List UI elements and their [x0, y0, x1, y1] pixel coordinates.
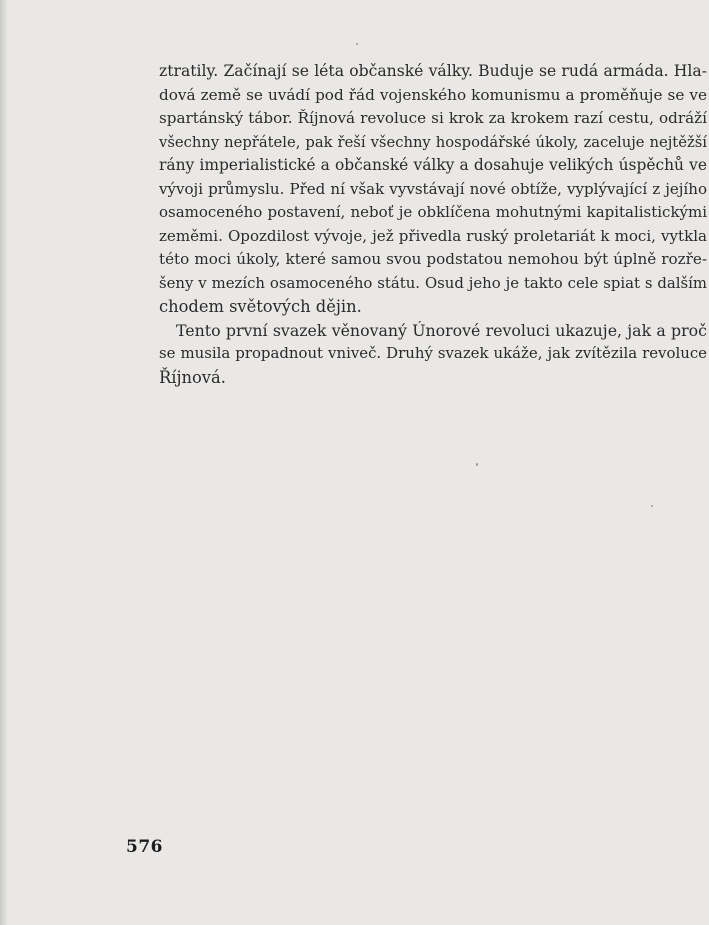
- text-line: se musila propadnout vniveč. Druhý svazek ukáže, jak zvítězila revoluce: [159, 344, 707, 362]
- text-line: všechny nepřátele, pak řeší všechny hospodářské úkoly, zaceluje nejtěžší: [159, 133, 707, 151]
- paper-speck: [356, 43, 358, 45]
- text-line: Říjnová.: [159, 367, 226, 387]
- text-line: vývoji průmyslu. Před ní však vyvstávají nové obtíže, vyplývající z jejího: [159, 179, 707, 198]
- text-line: rány imperialistické a občanské války a dosahuje velikých úspěchů ve: [159, 156, 707, 174]
- text-line: zeměmi. Opozdilost vývoje, jež přivedla ruský proletariát k moci, vytkla: [159, 226, 707, 245]
- paper-speck: [476, 463, 478, 466]
- page-edge: [0, 0, 7, 925]
- paper-speck: [651, 505, 653, 507]
- text-line: spartánský tábor. Říjnová revoluce si krok za krokem razí cestu, odráží: [159, 109, 707, 127]
- text-line: této moci úkoly, které samou svou podstatou nemohou být úplně rozře-: [159, 250, 707, 268]
- text-line: chodem světových dějin.: [159, 297, 362, 316]
- text-line: dová země se uvádí pod řád vojenského komunismu a proměňuje se ve: [159, 85, 707, 104]
- text-line: šeny v mezích osamoceného státu. Osud jeho je takto cele spiat s dalším: [159, 273, 707, 292]
- page-number: 576: [126, 837, 163, 857]
- text-line: ztratily. Začínají se léta občanské války. Buduje se rudá armáda. Hla-: [159, 62, 707, 80]
- body-text: [159, 60, 707, 389]
- text-line: Tento první svazek věnovaný Únorové revoluci ukazuje, jak a proč: [176, 320, 707, 340]
- text-line: osamoceného postavení, neboť je obklíčena mohutnými kapitalistickými: [159, 203, 707, 221]
